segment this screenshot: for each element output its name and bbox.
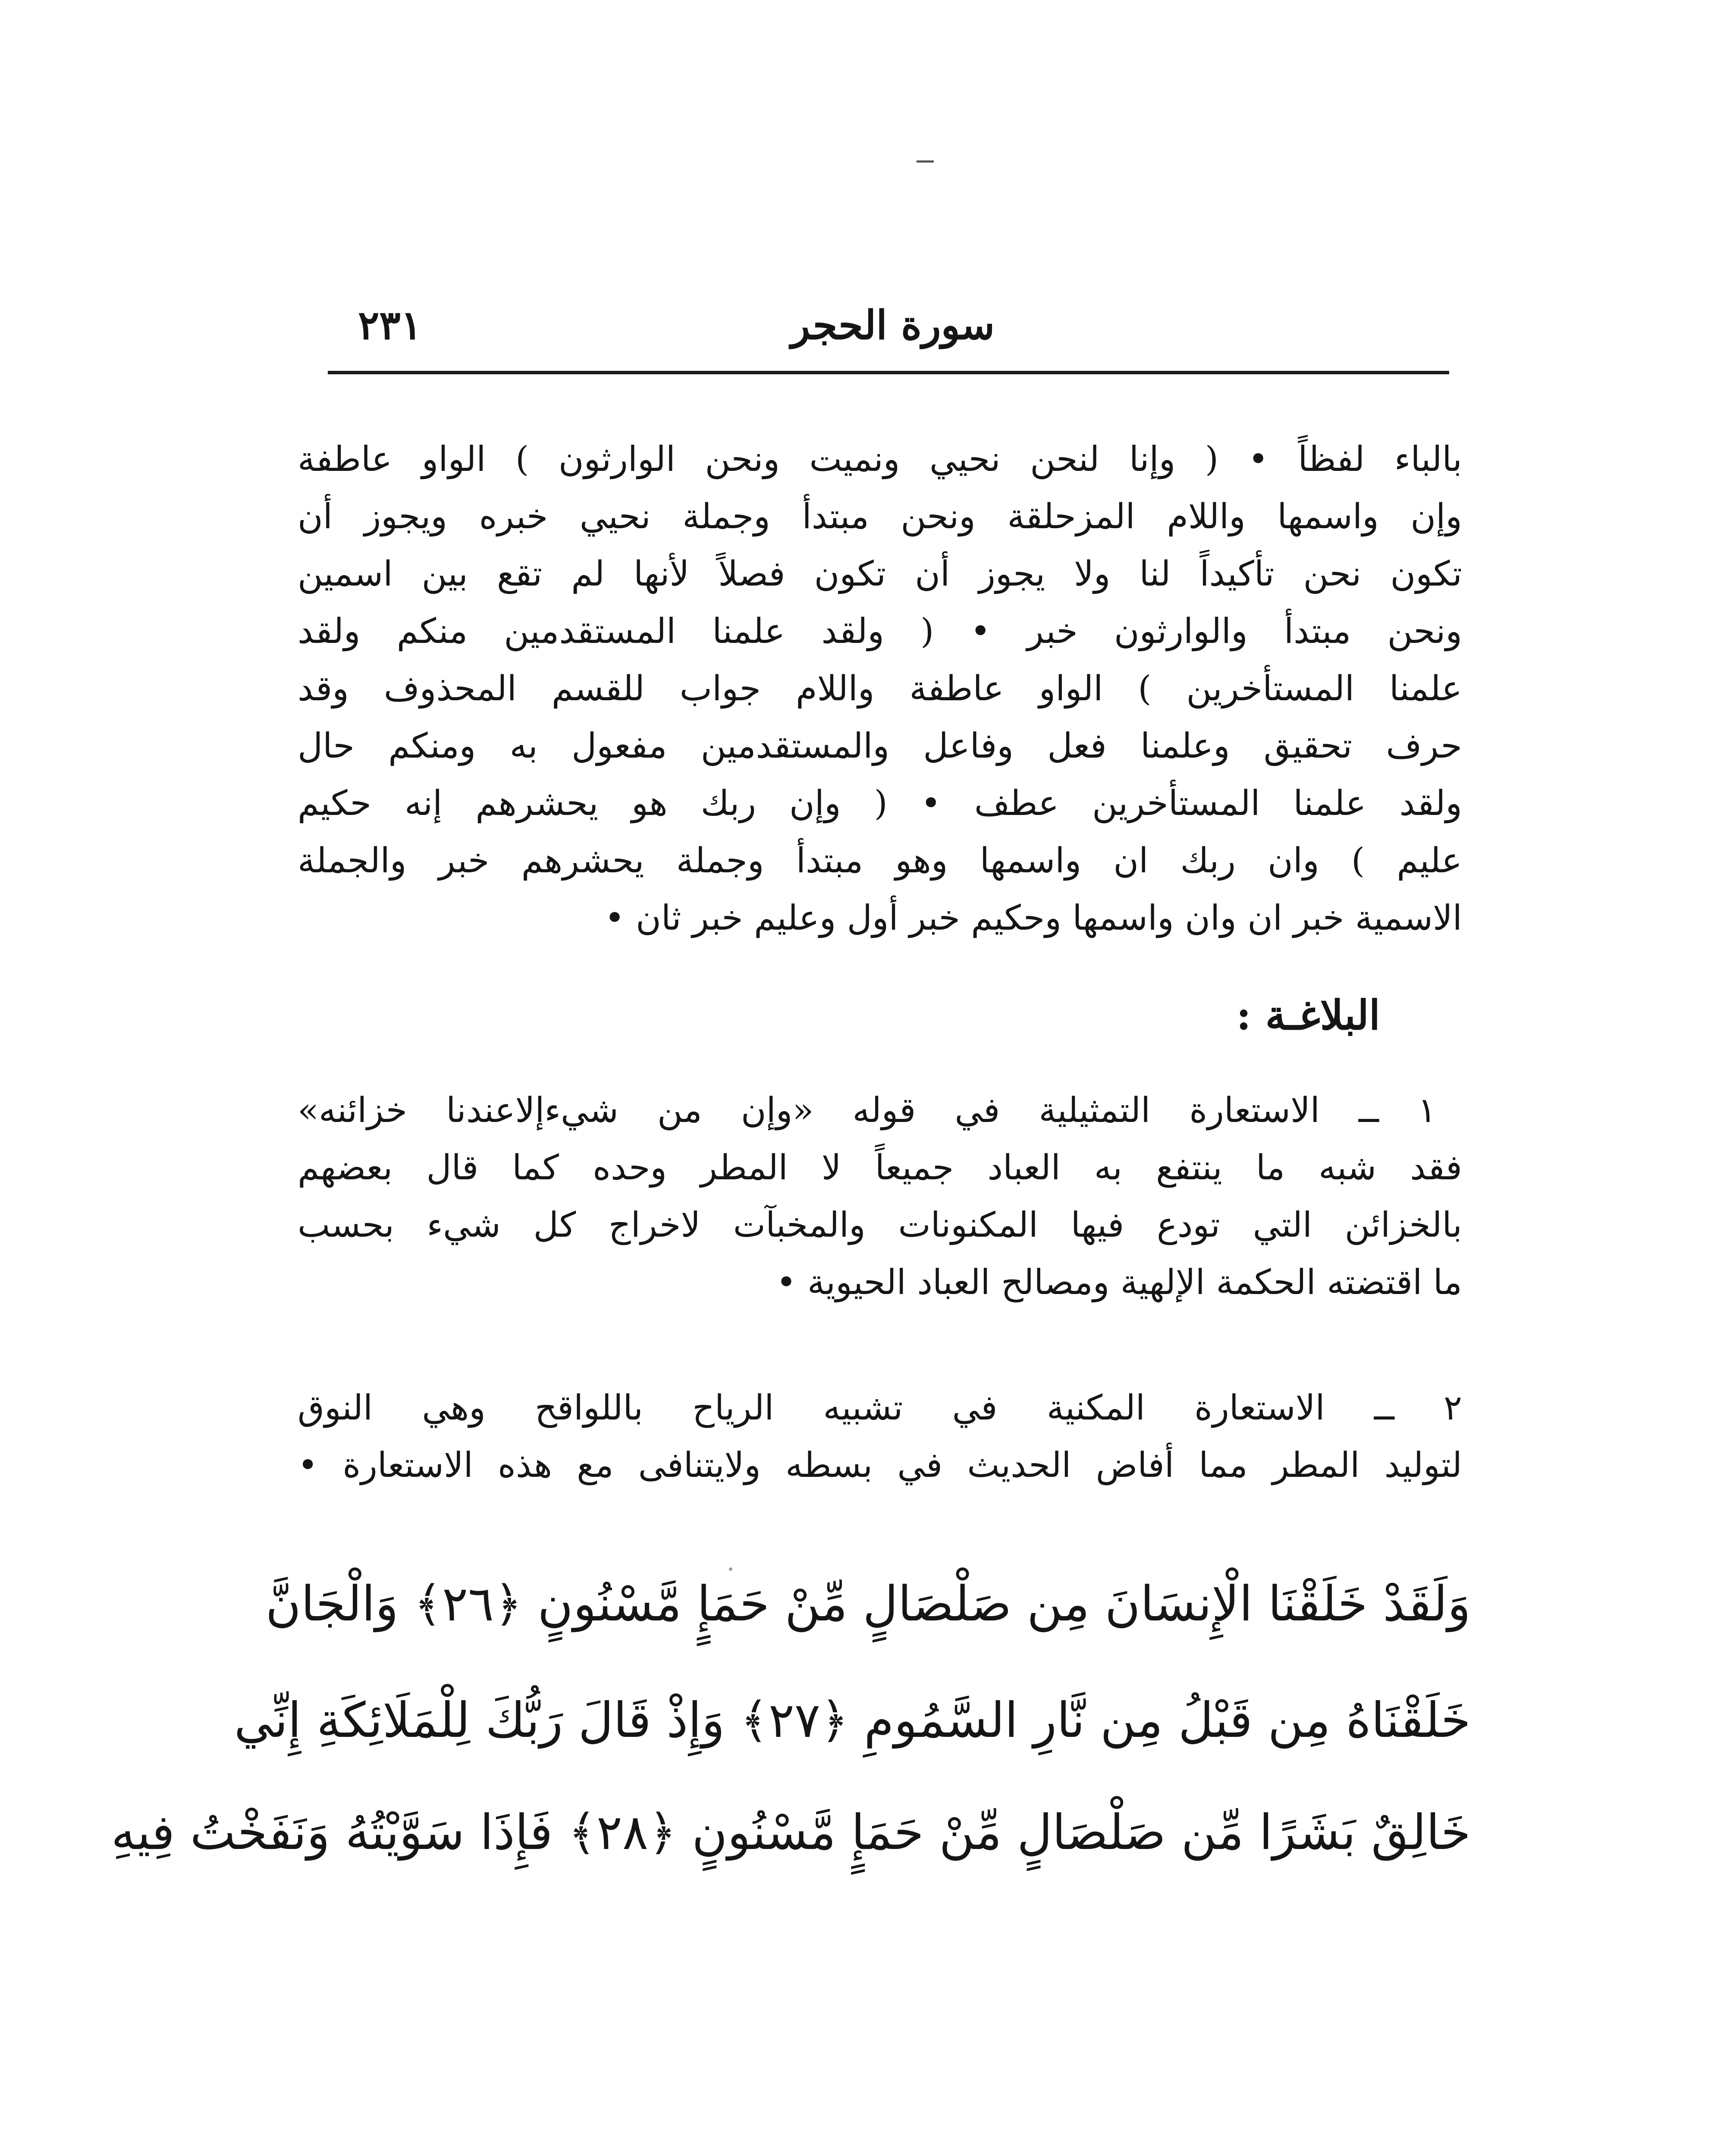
text-line: عليم ) وان ربك ان واسمها وهو مبتدأ وجملة يحشرهم خبر والجملة	[298, 840, 1462, 881]
quran-verse-line: خَالِقٌ بَشَرًا مِّن صَلْصَالٍ مِّنْ حَمَإٍ مَّسْنُونٍ ﴿٢٨﴾ فَإِذَا سَوَّيْتُهُ وَنَفَخْتُ فِيهِ	[111, 1805, 1471, 1861]
text-line: بالخزائن التي تودع فيها المكنونات والمخبآت لاخراج كل شيء بحسب	[298, 1205, 1462, 1245]
text-line: حرف تحقيق وعلمنا فعل وفاعل والمستقدمين مفعول به ومنكم حال	[298, 726, 1462, 766]
text-line: علمنا المستأخرين ) الواو عاطفة واللام جواب للقسم المحذوف وقد	[298, 668, 1462, 708]
text-line: ما اقتضته الحكمة الإلهية ومصالح العباد الحيوية •	[776, 1262, 1462, 1302]
header-rule	[328, 371, 1449, 374]
surah-title: سورة الحجر	[791, 302, 995, 348]
quran-verse-line: وَلَقَدْ خَلَقْنَا الْإِنسَانَ مِن صَلْصَالٍ مِّنْ حَمَإٍ مَّسْنُونٍ ﴿٢٦﴾ وَالْجَانَّ	[265, 1576, 1471, 1632]
text-line: فقد شبه ما ينتفع به العباد جميعاً لا المطر وحده كما قال بعضهم	[298, 1147, 1462, 1188]
text-line: ونحن مبتدأ والوارثون خبر • ( ولقد علمنا المستقدمين منكم ولقد	[298, 611, 1462, 651]
text-line: وإن واسمها واللام المزحلقة ونحن مبتدأ وجملة نحيي خبره ويجوز أن	[298, 496, 1462, 536]
text-line: ٢ ــ الاستعارة المكنية في تشبيه الرياح باللواقح وهي النوق	[298, 1388, 1462, 1428]
page-number: ٢٣١	[358, 302, 422, 348]
top-dash-mark	[917, 160, 934, 163]
text-line: بالباء لفظاً • ( وإنا لنحن نحيي ونميت ونحن الوارثون ) الواو عاطفة	[298, 439, 1462, 479]
quran-verse-line: خَلَقْنَاهُ مِن قَبْلُ مِن نَّارِ السَّمُومِ ﴿٢٧﴾ وَإِذْ قَالَ رَبُّكَ لِلْمَلَائِكَةِ إِنِّي	[234, 1692, 1471, 1749]
text-line: الاسمية خبر ان وان واسمها وحكيم خبر أول وعليم خبر ثان •	[604, 898, 1462, 938]
section-heading: البلاغـة :	[1236, 992, 1380, 1039]
running-header	[328, 302, 1449, 379]
text-line: تكون نحن تأكيداً لنا ولا يجوز أن تكون فصلاً لأنها لم تقع بين اسمين	[298, 554, 1462, 594]
text-line: ١ ــ الاستعارة التمثيلية في قوله «وإن من شيءإلاعندنا خزائنه»	[298, 1090, 1436, 1130]
text-line: لتوليد المطر مما أفاض الحديث في بسطه ولايتنافى مع هذه الاستعارة •	[298, 1445, 1462, 1485]
text-line: ولقد علمنا المستأخرين عطف • ( وإن ربك هو يحشرهم إنه حكيم	[298, 783, 1462, 823]
